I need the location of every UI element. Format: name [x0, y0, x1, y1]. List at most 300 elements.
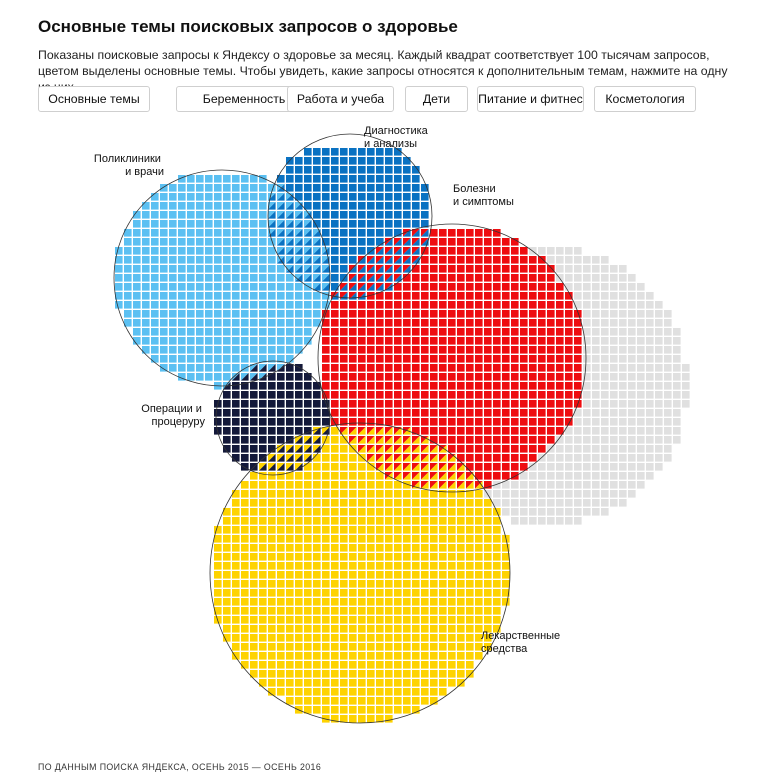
- query-square: [484, 508, 492, 516]
- query-square: [124, 301, 132, 309]
- query-square: [250, 535, 258, 543]
- tab-nutrition-fitness[interactable]: Питание и фитнес: [477, 86, 584, 112]
- query-square: [439, 589, 447, 597]
- query-square: [268, 301, 276, 309]
- query-square: [421, 184, 429, 192]
- query-square: [295, 472, 303, 480]
- query-square: [340, 634, 348, 642]
- tab-main-topics[interactable]: Основные темы: [38, 86, 150, 112]
- query-square: [340, 157, 348, 165]
- query-square: [232, 211, 240, 219]
- query-square: [214, 211, 222, 219]
- query-square: [241, 643, 249, 651]
- query-square: [394, 580, 402, 588]
- tab-cosmetology[interactable]: Косметология: [594, 86, 696, 112]
- query-square: [421, 418, 429, 426]
- query-square: [466, 598, 474, 606]
- query-square: [421, 508, 429, 516]
- query-square: [448, 328, 456, 336]
- query-square: [295, 301, 303, 309]
- query-square: [403, 688, 411, 696]
- query-square: [250, 607, 258, 615]
- query-square: [619, 472, 627, 480]
- query-square: [277, 553, 285, 561]
- query-square: [205, 256, 213, 264]
- query-square: [475, 337, 483, 345]
- query-square: [484, 580, 492, 588]
- query-square: [646, 427, 654, 435]
- query-square: [367, 301, 375, 309]
- query-square: [259, 625, 267, 633]
- query-square: [430, 373, 438, 381]
- query-square: [430, 526, 438, 534]
- query-square: [277, 292, 285, 300]
- tab-pregnancy[interactable]: Беременность: [176, 86, 312, 112]
- query-square: [277, 391, 285, 399]
- query-square: [484, 616, 492, 624]
- query-square: [376, 472, 384, 480]
- query-square: [421, 625, 429, 633]
- query-square: [484, 355, 492, 363]
- query-square: [448, 661, 456, 669]
- query-square: [331, 301, 339, 309]
- query-square: [448, 418, 456, 426]
- query-square: [475, 382, 483, 390]
- query-square: [295, 346, 303, 354]
- query-square: [556, 301, 564, 309]
- query-square: [295, 571, 303, 579]
- query-square: [223, 580, 231, 588]
- query-square: [313, 175, 321, 183]
- query-square: [277, 670, 285, 678]
- query-square: [529, 490, 537, 498]
- query-square: [421, 679, 429, 687]
- query-square: [484, 292, 492, 300]
- query-square: [286, 589, 294, 597]
- query-square: [322, 148, 330, 156]
- query-square: [385, 661, 393, 669]
- tab-children[interactable]: Дети: [405, 86, 468, 112]
- query-square: [592, 400, 600, 408]
- query-square: [187, 256, 195, 264]
- query-square: [331, 697, 339, 705]
- query-square: [385, 166, 393, 174]
- query-square: [151, 283, 159, 291]
- query-square: [511, 409, 519, 417]
- query-square: [340, 472, 348, 480]
- query-square: [232, 643, 240, 651]
- query-square: [214, 184, 222, 192]
- query-square: [367, 373, 375, 381]
- query-square: [574, 346, 582, 354]
- query-square: [304, 148, 312, 156]
- query-square: [295, 661, 303, 669]
- query-square: [214, 238, 222, 246]
- query-square: [349, 211, 357, 219]
- query-square: [205, 238, 213, 246]
- query-square: [592, 256, 600, 264]
- query-square: [430, 418, 438, 426]
- query-square: [565, 310, 573, 318]
- query-square: [250, 661, 258, 669]
- query-square: [286, 607, 294, 615]
- query-square: [160, 274, 168, 282]
- query-square: [637, 481, 645, 489]
- query-square: [448, 247, 456, 255]
- query-square: [205, 220, 213, 228]
- query-square: [187, 355, 195, 363]
- query-square: [331, 472, 339, 480]
- query-square: [475, 517, 483, 525]
- query-square: [421, 346, 429, 354]
- query-square: [457, 364, 465, 372]
- query-square: [448, 274, 456, 282]
- query-square: [520, 247, 528, 255]
- query-square: [430, 607, 438, 615]
- query-square: [457, 589, 465, 597]
- query-square: [205, 346, 213, 354]
- query-square: [124, 265, 132, 273]
- query-square: [331, 589, 339, 597]
- query-square: [223, 292, 231, 300]
- query-square: [322, 481, 330, 489]
- query-square: [232, 247, 240, 255]
- query-square: [358, 634, 366, 642]
- query-square: [430, 364, 438, 372]
- query-square: [313, 508, 321, 516]
- query-square: [646, 436, 654, 444]
- query-square: [196, 184, 204, 192]
- query-square: [403, 670, 411, 678]
- query-square: [232, 454, 240, 462]
- query-square: [502, 472, 510, 480]
- query-square: [466, 265, 474, 273]
- query-square: [412, 634, 420, 642]
- query-square: [457, 400, 465, 408]
- query-square: [367, 607, 375, 615]
- query-square: [385, 301, 393, 309]
- query-square: [349, 589, 357, 597]
- query-square: [205, 355, 213, 363]
- query-square: [448, 634, 456, 642]
- query-square: [538, 355, 546, 363]
- query-square: [583, 382, 591, 390]
- query-square: [259, 589, 267, 597]
- query-square: [340, 229, 348, 237]
- query-square: [169, 265, 177, 273]
- query-square: [259, 220, 267, 228]
- query-square: [619, 445, 627, 453]
- query-square: [151, 238, 159, 246]
- query-square: [160, 346, 168, 354]
- query-square: [511, 364, 519, 372]
- query-square: [565, 337, 573, 345]
- query-square: [556, 472, 564, 480]
- query-square: [331, 454, 339, 462]
- query-square: [511, 481, 519, 489]
- query-square: [358, 679, 366, 687]
- query-square: [313, 490, 321, 498]
- query-square: [547, 463, 555, 471]
- query-square: [241, 427, 249, 435]
- query-square: [277, 328, 285, 336]
- query-square: [331, 580, 339, 588]
- query-square: [529, 283, 537, 291]
- query-square: [385, 652, 393, 660]
- query-square: [133, 238, 141, 246]
- query-square: [322, 193, 330, 201]
- label-medicines: Лекарственные средства: [481, 630, 561, 655]
- query-square: [493, 616, 501, 624]
- query-square: [205, 319, 213, 327]
- query-square: [394, 310, 402, 318]
- query-square: [358, 364, 366, 372]
- query-square: [241, 508, 249, 516]
- query-square: [160, 301, 168, 309]
- query-square: [331, 499, 339, 507]
- query-square: [151, 202, 159, 210]
- query-square: [637, 472, 645, 480]
- query-square: [673, 364, 681, 372]
- query-square: [340, 220, 348, 228]
- query-square: [538, 283, 546, 291]
- query-square: [637, 355, 645, 363]
- query-square: [376, 589, 384, 597]
- query-square: [394, 571, 402, 579]
- query-square: [421, 283, 429, 291]
- query-square: [538, 337, 546, 345]
- query-square: [556, 418, 564, 426]
- query-square: [403, 508, 411, 516]
- query-square: [349, 472, 357, 480]
- query-square: [367, 706, 375, 714]
- query-square: [394, 661, 402, 669]
- query-square: [457, 508, 465, 516]
- query-square: [223, 274, 231, 282]
- query-square: [250, 571, 258, 579]
- query-square: [340, 346, 348, 354]
- query-square: [511, 292, 519, 300]
- query-square: [556, 265, 564, 273]
- query-square: [322, 562, 330, 570]
- query-square: [286, 526, 294, 534]
- query-square: [358, 688, 366, 696]
- query-square: [529, 346, 537, 354]
- query-square: [223, 391, 231, 399]
- query-square: [529, 319, 537, 327]
- query-square: [475, 265, 483, 273]
- query-square: [592, 274, 600, 282]
- query-square: [466, 454, 474, 462]
- query-square: [538, 346, 546, 354]
- query-square: [268, 382, 276, 390]
- query-square: [367, 499, 375, 507]
- query-square: [304, 688, 312, 696]
- query-square: [205, 337, 213, 345]
- query-square: [610, 292, 618, 300]
- query-square: [304, 328, 312, 336]
- query-square: [358, 616, 366, 624]
- query-square: [169, 193, 177, 201]
- query-square: [277, 472, 285, 480]
- query-square: [223, 571, 231, 579]
- query-square: [637, 328, 645, 336]
- query-square: [214, 553, 222, 561]
- query-square: [556, 391, 564, 399]
- query-square: [286, 409, 294, 417]
- query-square: [214, 256, 222, 264]
- query-square: [502, 418, 510, 426]
- query-square: [439, 310, 447, 318]
- query-square: [187, 274, 195, 282]
- query-square: [403, 652, 411, 660]
- query-square: [538, 445, 546, 453]
- query-square: [493, 418, 501, 426]
- query-square: [538, 256, 546, 264]
- query-square: [277, 625, 285, 633]
- query-square: [250, 454, 258, 462]
- query-square: [385, 202, 393, 210]
- query-square: [277, 688, 285, 696]
- query-square: [529, 355, 537, 363]
- query-square: [466, 517, 474, 525]
- query-square: [448, 571, 456, 579]
- query-square: [259, 670, 267, 678]
- query-square: [349, 166, 357, 174]
- query-square: [583, 319, 591, 327]
- query-square: [484, 517, 492, 525]
- query-square: [547, 391, 555, 399]
- query-square: [277, 409, 285, 417]
- query-square: [628, 382, 636, 390]
- query-square: [646, 409, 654, 417]
- query-square: [583, 256, 591, 264]
- query-square: [268, 346, 276, 354]
- query-square: [403, 319, 411, 327]
- query-square: [520, 409, 528, 417]
- query-square: [430, 625, 438, 633]
- query-square: [295, 526, 303, 534]
- query-square: [511, 310, 519, 318]
- query-square: [349, 634, 357, 642]
- query-square: [322, 634, 330, 642]
- query-square: [466, 607, 474, 615]
- query-square: [412, 589, 420, 597]
- query-square: [268, 589, 276, 597]
- query-square: [421, 382, 429, 390]
- query-square: [250, 445, 258, 453]
- query-square: [358, 697, 366, 705]
- query-square: [493, 562, 501, 570]
- query-square: [412, 544, 420, 552]
- query-square: [556, 364, 564, 372]
- query-square: [655, 418, 663, 426]
- query-square: [655, 310, 663, 318]
- query-square: [556, 490, 564, 498]
- query-square: [601, 301, 609, 309]
- query-square: [619, 481, 627, 489]
- query-square: [673, 418, 681, 426]
- query-square: [268, 508, 276, 516]
- query-square: [304, 400, 312, 408]
- query-square: [457, 652, 465, 660]
- query-square: [511, 499, 519, 507]
- query-square: [439, 553, 447, 561]
- query-square: [448, 409, 456, 417]
- query-square: [619, 274, 627, 282]
- query-square: [583, 499, 591, 507]
- query-square: [340, 625, 348, 633]
- query-square: [358, 625, 366, 633]
- query-square: [358, 238, 366, 246]
- query-square: [466, 445, 474, 453]
- query-square: [241, 616, 249, 624]
- query-square: [250, 202, 258, 210]
- query-square: [574, 445, 582, 453]
- query-square: [637, 364, 645, 372]
- query-square: [646, 454, 654, 462]
- query-square: [583, 418, 591, 426]
- query-square: [466, 391, 474, 399]
- query-square: [421, 364, 429, 372]
- query-square: [223, 598, 231, 606]
- query-square: [286, 571, 294, 579]
- query-square: [214, 247, 222, 255]
- query-square: [457, 661, 465, 669]
- query-square: [205, 229, 213, 237]
- query-square: [322, 517, 330, 525]
- query-square: [529, 436, 537, 444]
- query-square: [466, 535, 474, 543]
- query-square: [286, 535, 294, 543]
- query-square: [295, 337, 303, 345]
- query-square: [241, 607, 249, 615]
- query-square: [223, 184, 231, 192]
- query-square: [475, 409, 483, 417]
- query-square: [439, 562, 447, 570]
- query-square: [286, 679, 294, 687]
- query-square: [214, 598, 222, 606]
- query-square: [403, 517, 411, 525]
- query-square: [655, 445, 663, 453]
- query-square: [412, 571, 420, 579]
- query-square: [655, 400, 663, 408]
- query-square: [556, 454, 564, 462]
- query-square: [376, 616, 384, 624]
- query-square: [619, 319, 627, 327]
- query-square: [376, 508, 384, 516]
- query-square: [601, 391, 609, 399]
- query-square: [286, 616, 294, 624]
- query-square: [583, 508, 591, 516]
- query-square: [223, 337, 231, 345]
- query-square: [466, 436, 474, 444]
- query-square: [223, 238, 231, 246]
- query-square: [493, 607, 501, 615]
- tab-work-study[interactable]: Работа и учеба: [287, 86, 394, 112]
- query-square: [340, 607, 348, 615]
- query-square: [250, 562, 258, 570]
- query-square: [655, 355, 663, 363]
- query-square: [142, 319, 150, 327]
- query-square: [331, 571, 339, 579]
- query-square: [358, 229, 366, 237]
- query-square: [394, 346, 402, 354]
- query-square: [286, 292, 294, 300]
- query-square: [430, 292, 438, 300]
- query-square: [646, 463, 654, 471]
- query-square: [250, 481, 258, 489]
